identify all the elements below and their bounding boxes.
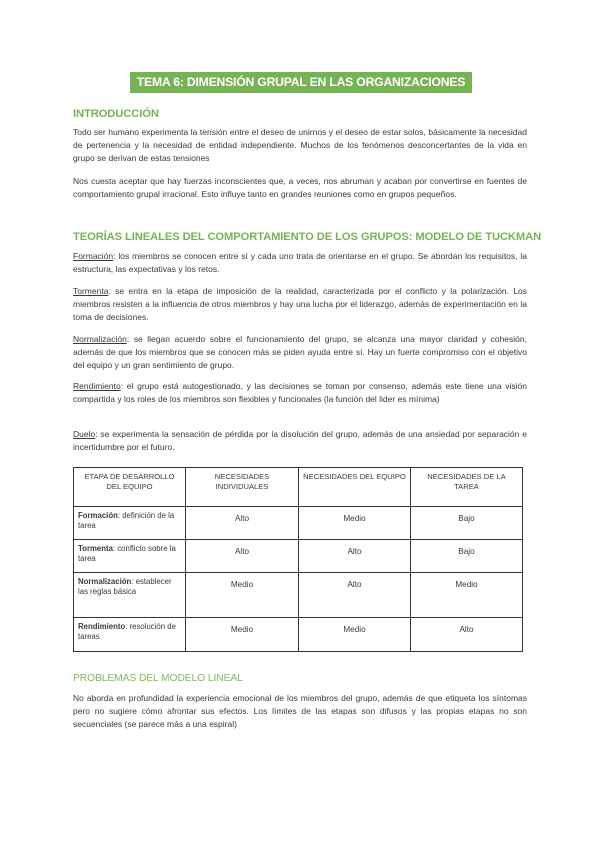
- task-needs-cell: Alto: [411, 618, 523, 652]
- stage-text: : el grupo está autogestionado, y las decisiones se toman por consenso, además este tiene una visión compartida y los roles de los miembros son flexibles y funcionales (la función del lider es mínima): [73, 381, 527, 405]
- table-row: [74, 573, 523, 618]
- stage-term: Rendimiento: [73, 381, 121, 391]
- intro-paragraph-1: Todo ser humano experimenta la tensión entre el deseo de unirnos y el deseo de estar solos, básicamente la necesidad de pertenencia y la necesidad de entidad independiente. Muchos de los fenómenos desconcertantes de la vida en grupo se derivan de estas tensiones: [73, 127, 527, 164]
- stage-cell: [74, 540, 186, 573]
- individual-needs-cell: Medio: [186, 618, 299, 652]
- individual-needs-cell: Medio: [186, 573, 299, 618]
- stage-desc: : resolución de tareas: [78, 622, 176, 641]
- stage-desc: : definición de la tarea: [78, 511, 175, 530]
- task-needs-cell: Bajo: [411, 540, 523, 573]
- stage-text: : los miembros se conocen entre sí y cada uno trata de orientarse en el grupo. Se abordan los requisitos, la estructura, las expectativas y los retos.: [73, 251, 527, 275]
- intro-heading: INTRODUCCIÓN: [73, 108, 159, 120]
- tuckman-heading: TEORÍAS LINEALES DEL COMPORTAMIENTO DE LOS GRUPOS: MODELO DE TUCKMAN: [73, 231, 542, 243]
- stage-name: Rendimiento: [78, 622, 126, 631]
- stage-term: Formación: [73, 251, 114, 261]
- stage-duelo: [73, 428, 527, 454]
- stage-name: Normalización: [78, 577, 132, 586]
- table-row: [74, 507, 523, 540]
- problems-paragraph: No aborda en profundidad la experiencia emocional de los miembros del grupo, además de que etiqueta los síntomas pero no sugiere cómo afrontar sus efectos. Los límites de las etapas son difusos y las propias etapas no son secuenciales (se parece más a una espiral): [73, 693, 527, 730]
- team-needs-cell: Medio: [299, 507, 411, 540]
- team-needs-cell: Alto: [299, 540, 411, 573]
- stage-tormenta: [73, 285, 527, 324]
- document-title: TEMA 6: DIMENSIÓN GRUPAL EN LAS ORGANIZACIONES: [130, 72, 472, 93]
- stage-cell: [74, 573, 186, 618]
- stage-text: : se entra en la etapa de imposición de la realidad, caracterizada por el conflicto y la polarización. Los miembros resisten a la influencia de otros miembros y hay una lucha por el liderazgo, además de experimentación en la toma de decisiones.: [73, 286, 527, 323]
- stage-name: Tormenta: [78, 544, 113, 553]
- stage-normalizacion: [73, 333, 527, 372]
- stage-desc: : establecer las reglas básica: [78, 577, 172, 596]
- table-header-cell: NECESIDADES DEL EQUIPO: [299, 468, 411, 507]
- stage-name: Formación: [78, 511, 118, 520]
- intro-paragraph-2: Nos cuesta aceptar que hay fuerzas inconscientes que, a veces, nos abruman y acaban por convertirse en fuentes de comportamiento grupal irracional. Esto influye tanto en grandes reuniones como en grupos pequeños.: [73, 176, 527, 200]
- stage-desc: : conflicto sobre la tarea: [78, 544, 176, 563]
- table-header-cell: ETAPA DE DESARROLLO DEL EQUIPO: [74, 468, 186, 507]
- stage-text: : se llegan acuerdo sobre el funcionamiento del grupo, se alcanza una mayor claridad y cohesión, además de que los miembros que se conocen más se piden ayuda entre sí. Hay un fuerte compromiso con el objetivo del equipo y un gran sentimiento de grupo.: [73, 334, 527, 371]
- stage-term: Tormenta: [73, 286, 109, 296]
- team-needs-cell: Medio: [299, 618, 411, 652]
- task-needs-cell: Medio: [411, 573, 523, 618]
- stage-term: Normalización: [73, 334, 127, 344]
- table-header-row: [74, 468, 523, 507]
- individual-needs-cell: Alto: [186, 540, 299, 573]
- tuckman-needs-table: [73, 467, 523, 652]
- team-needs-cell: Alto: [299, 573, 411, 618]
- stage-cell: [74, 618, 186, 652]
- individual-needs-cell: Alto: [186, 507, 299, 540]
- task-needs-cell: Bajo: [411, 507, 523, 540]
- stage-cell: [74, 507, 186, 540]
- stage-rendimiento: [73, 380, 527, 406]
- stage-formacion: [73, 250, 527, 276]
- table-header-cell: NECESIDADES DE LA TAREA: [411, 468, 523, 507]
- table-header-cell: NECESIDADES INDIVIDUALES: [186, 468, 299, 507]
- stage-text: : se experimenta la sensación de pérdida por la disolución del grupo, además de una ansiedad por separación e incertidumbre por el futuro.: [73, 429, 527, 453]
- table-row: [74, 540, 523, 573]
- problems-heading: PROBLEMAS DEL MODELO LINEAL: [73, 673, 243, 684]
- stage-term: Duelo: [73, 429, 96, 439]
- table-row: [74, 618, 523, 652]
